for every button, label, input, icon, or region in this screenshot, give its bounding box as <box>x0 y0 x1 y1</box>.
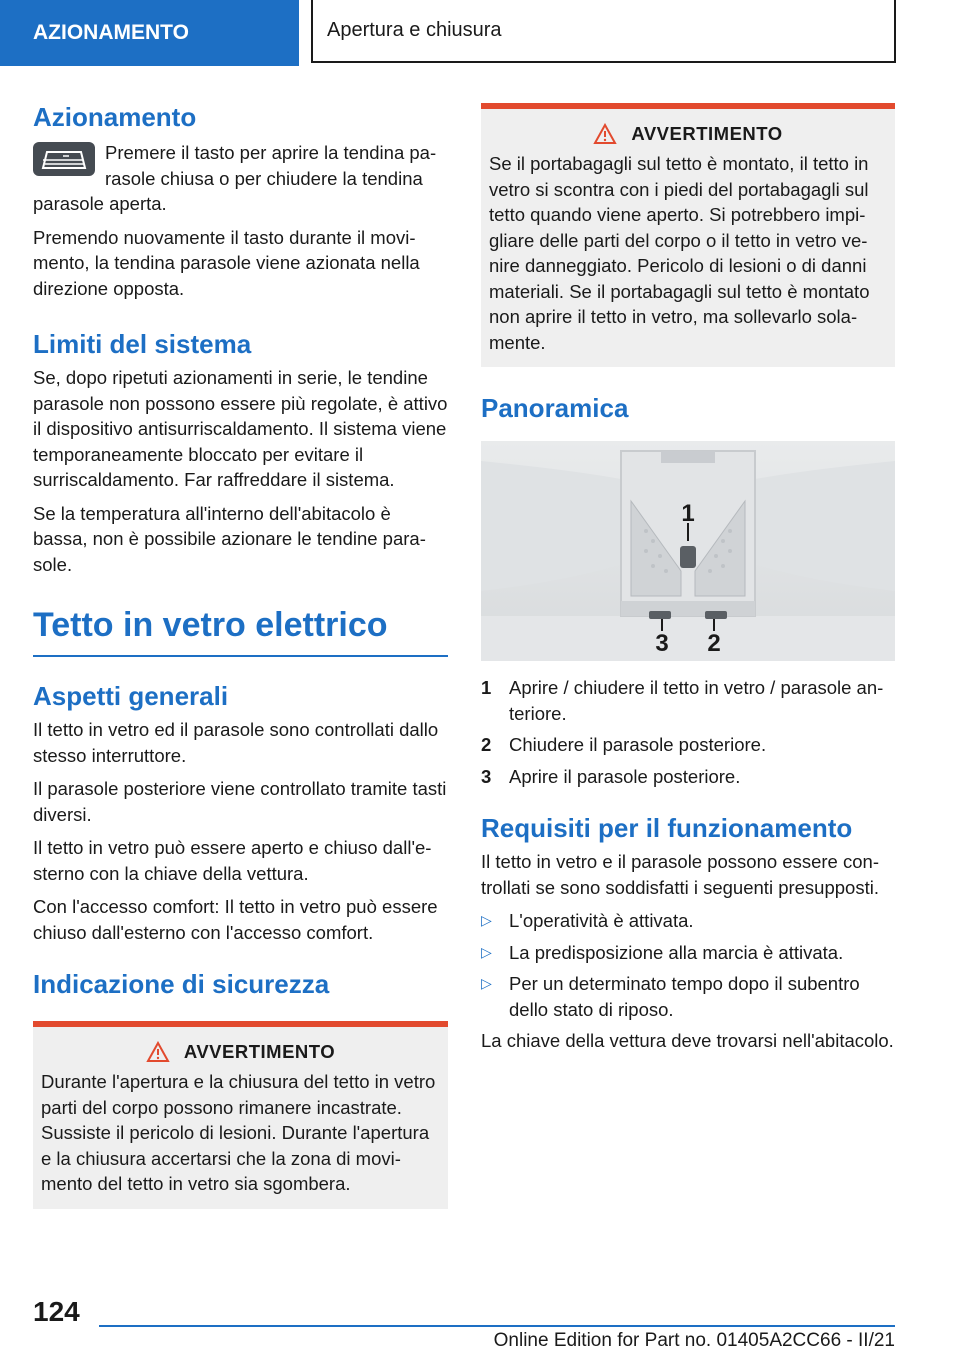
right-column <box>481 103 895 1062</box>
left-column <box>33 100 448 1209</box>
warning-title: AVVERTIMENTO <box>183 1041 336 1062</box>
callout-1: 1 <box>681 500 695 527</box>
limiti-paragraph-1: Se, dopo ripetuti azionamenti in serie, le tendine parasole non possono essere più regolate, è attivo il dispositivo antisurriscaldamento. Il sistema viene temporaneamente bloccato per evitare il surriscaldamento. Far raffreddare il sistema. <box>33 367 448 490</box>
list-item-text: La predisposizione alla marcia è attivata. <box>509 941 844 963</box>
bullet-triangle-icon: ▷ <box>481 975 492 991</box>
bullet-list <box>481 908 895 1022</box>
legend-text: Aprire il parasole posteriore. <box>509 765 741 787</box>
azionamento-paragraph-1: Premere il tasto per aprire la tendina parasole chiusa o per chiudere la tendina parasole aperta. <box>33 142 437 214</box>
aspetti-paragraph-3: Il tetto in vetro può essere aperto e chiuso dall'esterno con la chiave della vettura. <box>33 837 432 884</box>
heading-limiti: Limiti del sistema <box>33 329 252 359</box>
warning-title: AVVERTIMENTO <box>631 123 783 144</box>
legend-text: Aprire / chiudere il tetto in vetro / parasole anteriore. <box>509 677 884 724</box>
roof-console-photo <box>481 441 895 661</box>
list-item-text: Per un determinato tempo dopo il subentro dello stato di riposo. <box>509 973 860 1020</box>
list-item-text: L'operatività è attivata. <box>509 910 694 931</box>
warning-text: Durante l'apertura e la chiusura del tetto in vetro parti del corpo possono rimanere incastrate. Sussiste il pericolo di lesioni. Durante l'apertura e la chiusura accertarsi che la zona di movimento del tetto in vetro sia sgombera. <box>41 1071 436 1194</box>
legend-item <box>481 732 895 758</box>
azionamento-paragraph-2: Premendo nuovamente il tasto durante il movimento, la tendina parasole viene azionata nella direzione opposta. <box>33 226 420 299</box>
warning-triangle-icon <box>146 1041 170 1063</box>
legend-number: 2 <box>481 734 492 755</box>
section-title: AZIONAMENTO <box>33 21 189 44</box>
heading-panoramica: Panoramica <box>481 393 629 423</box>
list-item <box>481 971 895 1022</box>
page-number: 124 <box>33 1296 80 1327</box>
list-item <box>481 908 895 934</box>
requisiti-paragraph-1: Il tetto in vetro e il parasole possono essere controllati se sono soddisfatti i seguenti presupposti. <box>481 851 879 898</box>
aspetti-paragraph-2: Il parasole posteriore viene controllato tramite tasti diversi. <box>33 778 447 825</box>
chapter-header <box>311 0 896 63</box>
heading-requisiti: Requisiti per il funzionamento <box>481 813 853 843</box>
limiti-paragraph-2: Se la temperatura all'interno dell'abitacolo è bassa, non è possibile azionare le tendine parasole. <box>33 502 426 575</box>
bullet-triangle-icon: ▷ <box>481 912 492 928</box>
section-tab <box>0 0 299 66</box>
heading-sicurezza: Indicazione di sicurezza <box>33 969 330 999</box>
warning-box <box>481 103 895 367</box>
chapter-title: Apertura e chiusura <box>327 19 502 41</box>
edition-note: Online Edition for Part no. 01405A2CC66 - II/21 <box>493 1330 895 1351</box>
heading-tetto: Tetto in vetro elettrico <box>33 603 448 657</box>
list-item <box>481 940 895 966</box>
legend-text: Chiudere il parasole posteriore. <box>509 734 767 755</box>
callout-3: 3 <box>655 630 669 657</box>
legend-list <box>481 675 895 789</box>
heading-aspetti: Aspetti generali <box>33 681 229 711</box>
requisiti-paragraph-2: La chiave della vettura deve trovarsi nell'abitacolo. <box>481 1030 894 1051</box>
heading-azionamento: Azionamento <box>33 102 197 132</box>
footer-divider <box>99 1325 895 1327</box>
legend-number: 1 <box>481 677 492 698</box>
warning-text: Se il portabagagli sul tetto è montato, il tetto in vetro si scontra con i piedi del portabagagli sul tetto quando viene aperto. Si potrebbero impigliare delle parti del corpo o il tetto in vetro venire danneggiato. Pericolo di lesioni o di danni materiali. Se il portabagagli sul tetto è montato non aprire il tetto in vetro, ma sollevarlo solamente. <box>489 153 870 353</box>
aspetti-paragraph-4: Con l'accesso comfort: Il tetto in vetro può essere chiuso dall'esterno con l'accesso comfort. <box>33 896 438 943</box>
warning-triangle-icon <box>593 123 617 145</box>
sunblind-button-icon <box>33 142 95 176</box>
legend-number: 3 <box>481 765 492 787</box>
callout-2: 2 <box>707 630 721 657</box>
legend-item <box>481 764 895 790</box>
bullet-triangle-icon: ▷ <box>481 943 492 960</box>
aspetti-paragraph-1: Il tetto in vetro ed il parasole sono controllati dallo stesso interruttore. <box>33 719 439 766</box>
legend-item <box>481 675 895 726</box>
warning-box <box>33 1021 448 1209</box>
